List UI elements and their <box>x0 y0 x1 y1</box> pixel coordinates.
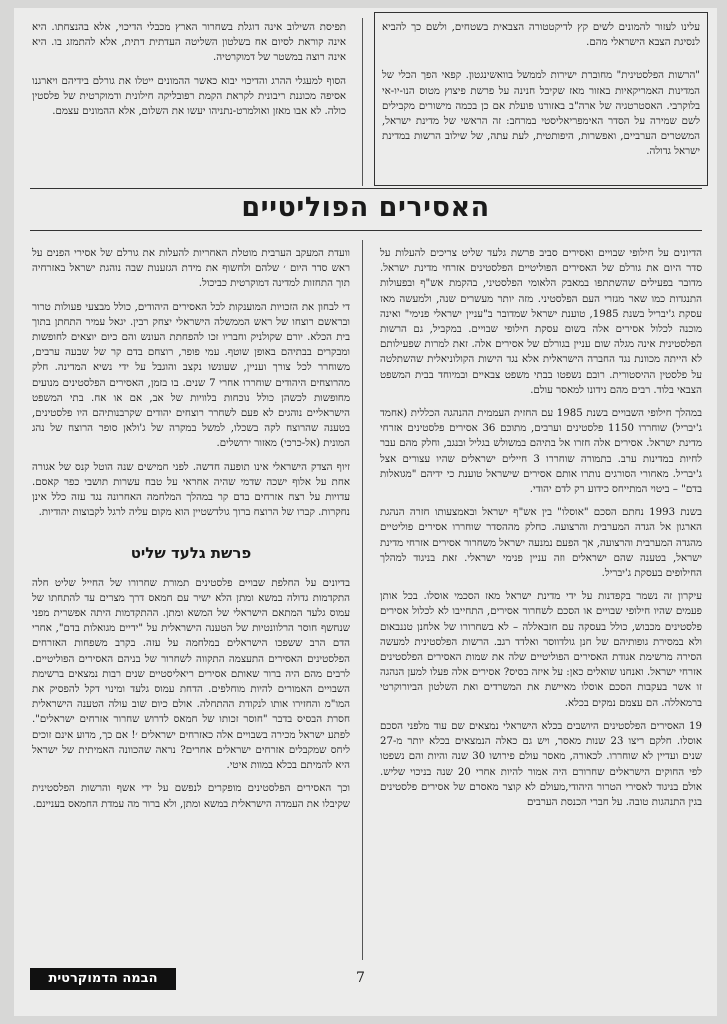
headline-rule-top <box>30 188 702 189</box>
magazine-page <box>14 8 717 1016</box>
paragraph: וכך האסירים הפלסטינים מופקרים לנפשם על ידי אשף והרשות הפלסטינית שקיבלו את העמדה הישראלית במשא ומתן, ולא ברור מה עמדת החמאס בעניינם. <box>32 783 350 810</box>
publication-logo: הבמה הדמוקרטית <box>30 968 176 990</box>
paragraph: די לבחון את הזכויות המוענקות לכל האסירים היהודים, כולל מבצעי פעולות טרור ובראשם רוצחו של ראש הממשלה הישראלי יצחק רבין. יגאל עמיר התחתן בתוך בית הכלא. יורם שקולניק וחבריו זכו להפחתת העונש והם כיום יוצאים לחופשות ומבקרים בבתיהם באופן שוטף. עמי פופר, רוצחם בדם קר של שבעה ערבים, משוחרר לכל צורך ועניין, שעונשו נקצב והוגבל על ידי נשיא המדינה. חלק מהרוצחים היהודים שוחררו אחרי 7 שנים. בו בזמן, האסירים הפלסטינים מנועים מחופשות לכשהן כולל נוכחות בלוויות של אב, אם או אח. בתי המשפט הישראליים נוהגים לא פעם לשחרר רוצחים יהודים שקרבנותיהם היו פלסטינים, בטענה שהרוצח לקה בשכלו, למשל במקרה של ג'ולאן סופר הרוצח של נהג המונית (אל-כרכי) מאזור ירושלים. <box>32 301 350 450</box>
top-article-left-column <box>32 20 346 127</box>
page-number: 7 <box>356 970 365 986</box>
paragraph: 19 האסירים הפלסטינים היושבים בכלא הישראלי נמצאים שם עוד מלפני הסכם אוסלו. חלקם ריצו 23 שנות מאסר, ויש גם כאלה הנמצאים בכלא יותר מ-27 שנים ועדיין לא שוחררו. לכאורה, מאסר עולם פירושו 30 שנה והיות והם נשפטו לפי החוקים הישראלים שחרורם היה אמור להיות אחרי 20 שנה בניכוי שליש. אולם בניגוד לאסירי הטרור היהודי,מעולם לא קוצר מאסרם של אסירים פלסטינים בגין התנהגות טובה. על חברי הכנסת הערבים <box>380 720 702 808</box>
headline-rule-bottom <box>30 230 702 231</box>
paragraph: הסוף למעגלי ההרג והדיכוי יבוא כאשר ההמונים ייטלו את גורלם בידיהם ויארגנו אסיפה מכוננת ריבונית לקראת הקמת רפובליקה חילונית ודמוקרטית של פלסטין כולה. לא אבו מאזן ואולמרט-נתניהו יעשו את השלום, אלא ההמונים עצמם. <box>32 75 346 118</box>
column-divider <box>362 240 363 960</box>
paragraph: "הרשות הפלסטינית" מחוברת ישירות לממשל בוואשינגטון. קפאי הפך הכלי של המדינות האמריקאיות באזור מאז שקיבל חנינה על פרשת פיצוץ מטוס הנו-יו-אי בלוקרבי. האסטרטגיה של ארה"ב באזורנו פועלת אם כן בכמה מישורים מקבילים לשם שמירה על הסדר האימפריאליסטי במרחב: זה הראשי של מדינת ישראל, המשטרים הערביים, ואפשרות, היפותטית, לעת עתה, של שילוב הרשות במדינת ישראל גדולה. <box>382 70 700 158</box>
top-article-right-column <box>382 20 700 168</box>
paragraph: עלינו לעזור להמונים לשים קץ לדיקטטורה הצבאית בשטחים, ולשם כך להביא לנסיגת הצבא הישראלי מהם. <box>382 22 700 49</box>
article-right-column <box>380 246 702 818</box>
paragraph: בשנת 1993 נחתם הסכם "אוסלו" בין אש"ף ישראל ובאמצעותו חזרה הנהגת הארגון אל הגדה המערבית והרצועה. כחלק מההסדר שוחררו אסירים פוליטיים מהגדה המערבית והרצועה, אך הפעם נמנעה ישראל משחרור אסירים אזרחי מדינת ישראל, בטענה שהם ישראלים וזה עניין פנימי ישראלי. זאת בניגוד למהלך החילופים בעסקת ג'יבריל. <box>380 507 702 580</box>
article-headline: האסירים הפוליטיים <box>241 192 490 223</box>
paragraph: במהלך חילופי השבויים בשנת 1985 עם החזית העממית ההנהגה הכללית (אחמד ג'יבריל) שוחררו 1150 פלסטינים וערבים, מתוכם 36 אסירים פלסטינים אזרחי מדינת ישראל. אסירים אלה חזרו אל בתיהם במשולש בגליל ובנגב, וחלק מהם עבר לחיות במדינות ערב. בתמורה שוחררו 3 חיילים ישראלים שהיו עצורים אצל ג'יבריל. מאחורי הסורגים נותרו אותם אסירים שישראל טוענת כי ידיהם "מגואלות בדם" – ביטוי המתייחס כידוע רק לדם יהודי. <box>380 408 702 496</box>
paragraph: בדיונים על החלפת שבויים פלסטינים תמורת שחרורו של החייל שליט חלה התקדמות גדולה במשא ומתן הלא ישיר עם חמאס דרך מצרים עד להתחתו של עמוס גלעד המתאם הישראלי של המשא ומתן. ההתקדמות היתה אפשרית מפני שנחשף חוסר הרלוונטיות של הטענה הישראלית על "ידיים מגואלות בדם", אחרי הדם הרב ששפכו הישראלים במלחמה על עזה. בקרב משפחות האזרחים הפלסטינים האסירים התעצמה התקווה לשחרור של בניהם האסירים הפוליטיים. לרבים מהם היה ברור שאותם אסירים ריאליסטיים שנים רבות נמצאים ברשימת השבויים האמורים להיות מוחלפים. הדחת עמוס גלעד ומינוי דקל להפסיק את המו"מ והחזירו אותו לנקודת ההתחלה. אולם כיום שוב עולה הטענה הישראלית חסרת הבסיס בדבר "חוסר זכותו של חמאס לדרוש שחרור אזרחים ישראלים". לפתע ישראל מכירה בשבויים אלה כאזרחים ישראלים ׳! אם כך, מדוע אינם זוכים ליחס שמקבלים אזרחים ישראלים אחרים? נראה שהכוונה האמיתית של ישראל היא להמיתם בכלא במוות איטי. <box>32 577 350 772</box>
paragraph: זיוף הצדק הישראלי אינו תופעה חדשה. לפני חמישים שנה הוטל קנס של אגורה אחת על אלוף ישכה שדמי שהיה אחראי על טבח עשרות תושבי כפר קאסם. עדויות על רצח אזרחים בדם קר במהלך המלחמה האחרונה נגד עזה כלל אינן נחקרות. קברו של הרוצח ברוך גולדשטיין הוא מקום עליה לרגל לקבוצות יהודיות. <box>32 461 350 519</box>
paragraph: עיקרון זה נשמר בקפדנות על ידי מדינת ישראל מאז הסכמי אוסלו. בכל אותן פעמים שהיו חילופי שבויים או הסכם לשחרור אסירים, התחייבו לא לכלול אסירים פלסטינים מכבוש, כולל בעסקה עם חזבאללה – לא בשחרורו של אלחנן טננבאום ולא במסירת גופותיהם של חנן גולדווסר ואלדד רגב. הרשות הפלסטינית למעשה הסירה מרשימת אגודת האסירים הפוליטיים שלה את שמות האסירים הפלסטינים אזרחי ישראל. ואנחנו שואלים כאן: על איזה בסיס? אסירים אלה פעלו למען הנהגה זו אשר בעקבות הסכם אוסלו מאיישת את המשרדים ואת השלטון הביורוקרטי ברמאללה. הם עצמם נמקים בכלא. <box>380 591 702 709</box>
article-left-column <box>32 246 350 820</box>
paragraph: וועדת המעקב הערבית מוטלת האחריות להעלות את גורלם של אסירי הפנים על ראש סדר היום ׳ שלהם ולחשוף את מידת הגזענות שבה נוהגת ישראל באזרחיה תוך התחזות למדינה דמוקרטית כביכול. <box>32 248 350 290</box>
column-divider <box>362 18 363 186</box>
paragraph: תפיסת השילוב אינה דוגלת בשחרור הארץ מכבלי הדיכוי, אלא בהנצחתו. היא אינה קוראת לסיום אח בשלטון השליטה העדתית דתית, אלא להתמזג בו. היא אינה רוצה במשטר של דמוקרטיה. <box>32 22 346 64</box>
paragraph: הדיונים על חילופי שבויים ואסירים סביב פרשת גלעד שליט צריכים להעלות על סדר היום את גורלם של האסירים הפוליטיים הפלסטינים אזרחי מדינת ישראל. מדובר בפעילים שהשתתפו במאבק הלאומי הפלסטיני, בהקמת אש"ף ובפעולות התנגדות כמו שאר מגזרי העם הפלסטיני. מזה יותר מעשרים שנה, ולמעשה מאז עסקת ג'יבריל בשנת 1985, טוענת ישראל שמדובר ב"עניין ישראלי פנימי" ואינה מוכנה לכלול אסירים אלה בשום עסקת חילופי שבויים. במקביל, גם הרשות הפלסטינית אינה מגלה שום עניין בגורלם של אסירים אלה. זאת למרות שפעילותם לא הייתה מכוונת נגד החברה הישראלית אלא נגד הישות הקולוניאלית שהשתלטה על פלסטין ההיסטורית. רובם נשפטו בבתי משפט צבאיים ובמיוחד בבית המשפט הצבאי בלוד. רבים מהם נידונו למאסר עולם. <box>380 248 702 396</box>
section-subheading: פרשת גלעד שליט <box>130 544 252 563</box>
